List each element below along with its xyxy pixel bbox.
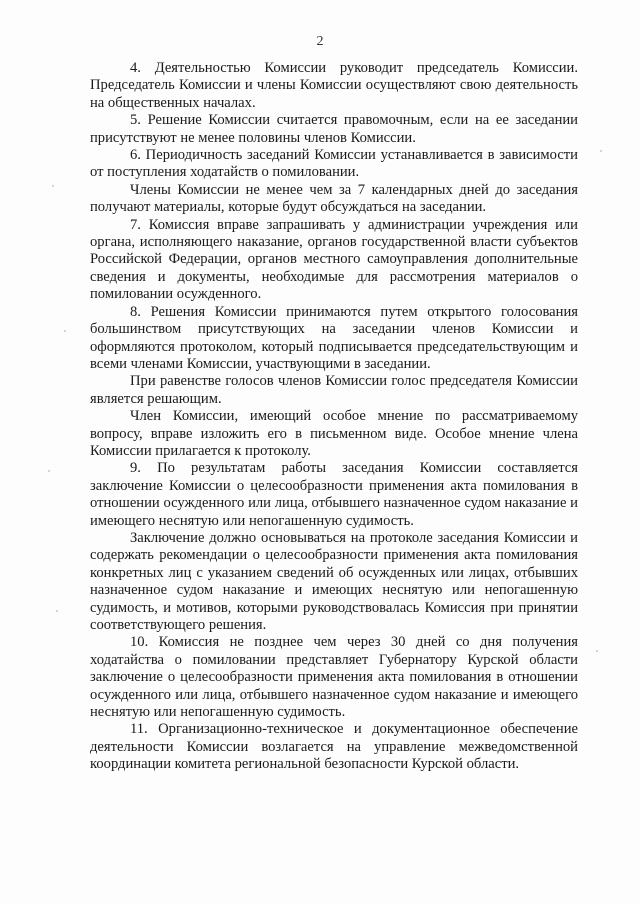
paragraph-9: 9. По результатам работы заседания Комиссии составляется заключение Комиссии о целесообразности применения акта помилования в отношении осужденного или лица, отбывшего назначенное судом наказание и имеющего неснятую или непогашенную судимость.: [90, 460, 578, 529]
scan-speck: [56, 610, 58, 612]
paragraph-7: 7. Комиссия вправе запрашивать у администрации учреждения или органа, исполняющего наказание, органов государственной власти субъектов Российской Федерации, органов местного самоуправления дополнительные сведения и документы, необходимые для рассмотрения материалов о помиловании осужденного.: [90, 216, 578, 303]
scan-speck: [64, 330, 66, 332]
scan-speck: [48, 470, 50, 472]
document-body: [90, 60, 578, 774]
scan-speck: [600, 150, 602, 152]
paragraph-8-dissent: Член Комиссии, имеющий особое мнение по рассматриваемому вопросу, вправе изложить его в письменном виде. Особое мнение члена Комиссии прилагается к протоколу.: [90, 408, 578, 459]
paragraph-9-conclusion: Заключение должно основываться на протоколе заседания Комиссии и содержать рекомендации о целесообразности применения акта помилования конкретных лиц с указанием сведений об осужденных или лицах, отбывших назначенное судом наказание и имеющих неснятую или непогашенную судимость, и мотивов, которыми руководствовалась Комиссия при принятии соответствующего решения.: [90, 529, 578, 633]
paragraph-8: 8. Решения Комиссии принимаются путем открытого голосования большинством присутствующих на заседании членов Комиссии и оформляются протоколом, который подписывается председательствующим и всеми членами Комиссии, участвующими в заседании.: [90, 303, 578, 372]
scan-speck: [596, 650, 598, 652]
paragraph-10: 10. Комиссия не позднее чем через 30 дней со дня получения ходатайства о помиловании представляет Губернатору Курской области заключение о целесообразности применения акта помилования в отношении осужденного или лица, отбывшего назначенное судом наказание и имеющего неснятую или непогашенную судимость.: [90, 634, 578, 721]
page-number: 2: [316, 34, 324, 49]
paragraph-5: 5. Решение Комиссии считается правомочным, если на ее заседании присутствуют не менее половины членов Комиссии.: [90, 112, 578, 146]
paragraph-6-materials: Члены Комиссии не менее чем за 7 календарных дней до заседания получают материалы, которые будут обсуждаться на заседании.: [90, 181, 578, 216]
paragraph-4: 4. Деятельностью Комиссии руководит председатель Комиссии. Председатель Комиссии и члены Комиссии осуществляют свою деятельность на общественных началах.: [90, 60, 578, 111]
paragraph-6: 6. Периодичность заседаний Комиссии устанавливается в зависимости от поступления ходатайств о помиловании.: [90, 147, 578, 181]
scan-speck: [52, 185, 54, 187]
paragraph-11: 11. Организационно-техническое и документационное обеспечение деятельности Комиссии возлагается на управление межведомственной координации комитета региональной безопасности Курской области.: [90, 721, 578, 773]
paragraph-8-tie-vote: При равенстве голосов членов Комиссии голос председателя Комиссии является решающим.: [90, 373, 578, 407]
